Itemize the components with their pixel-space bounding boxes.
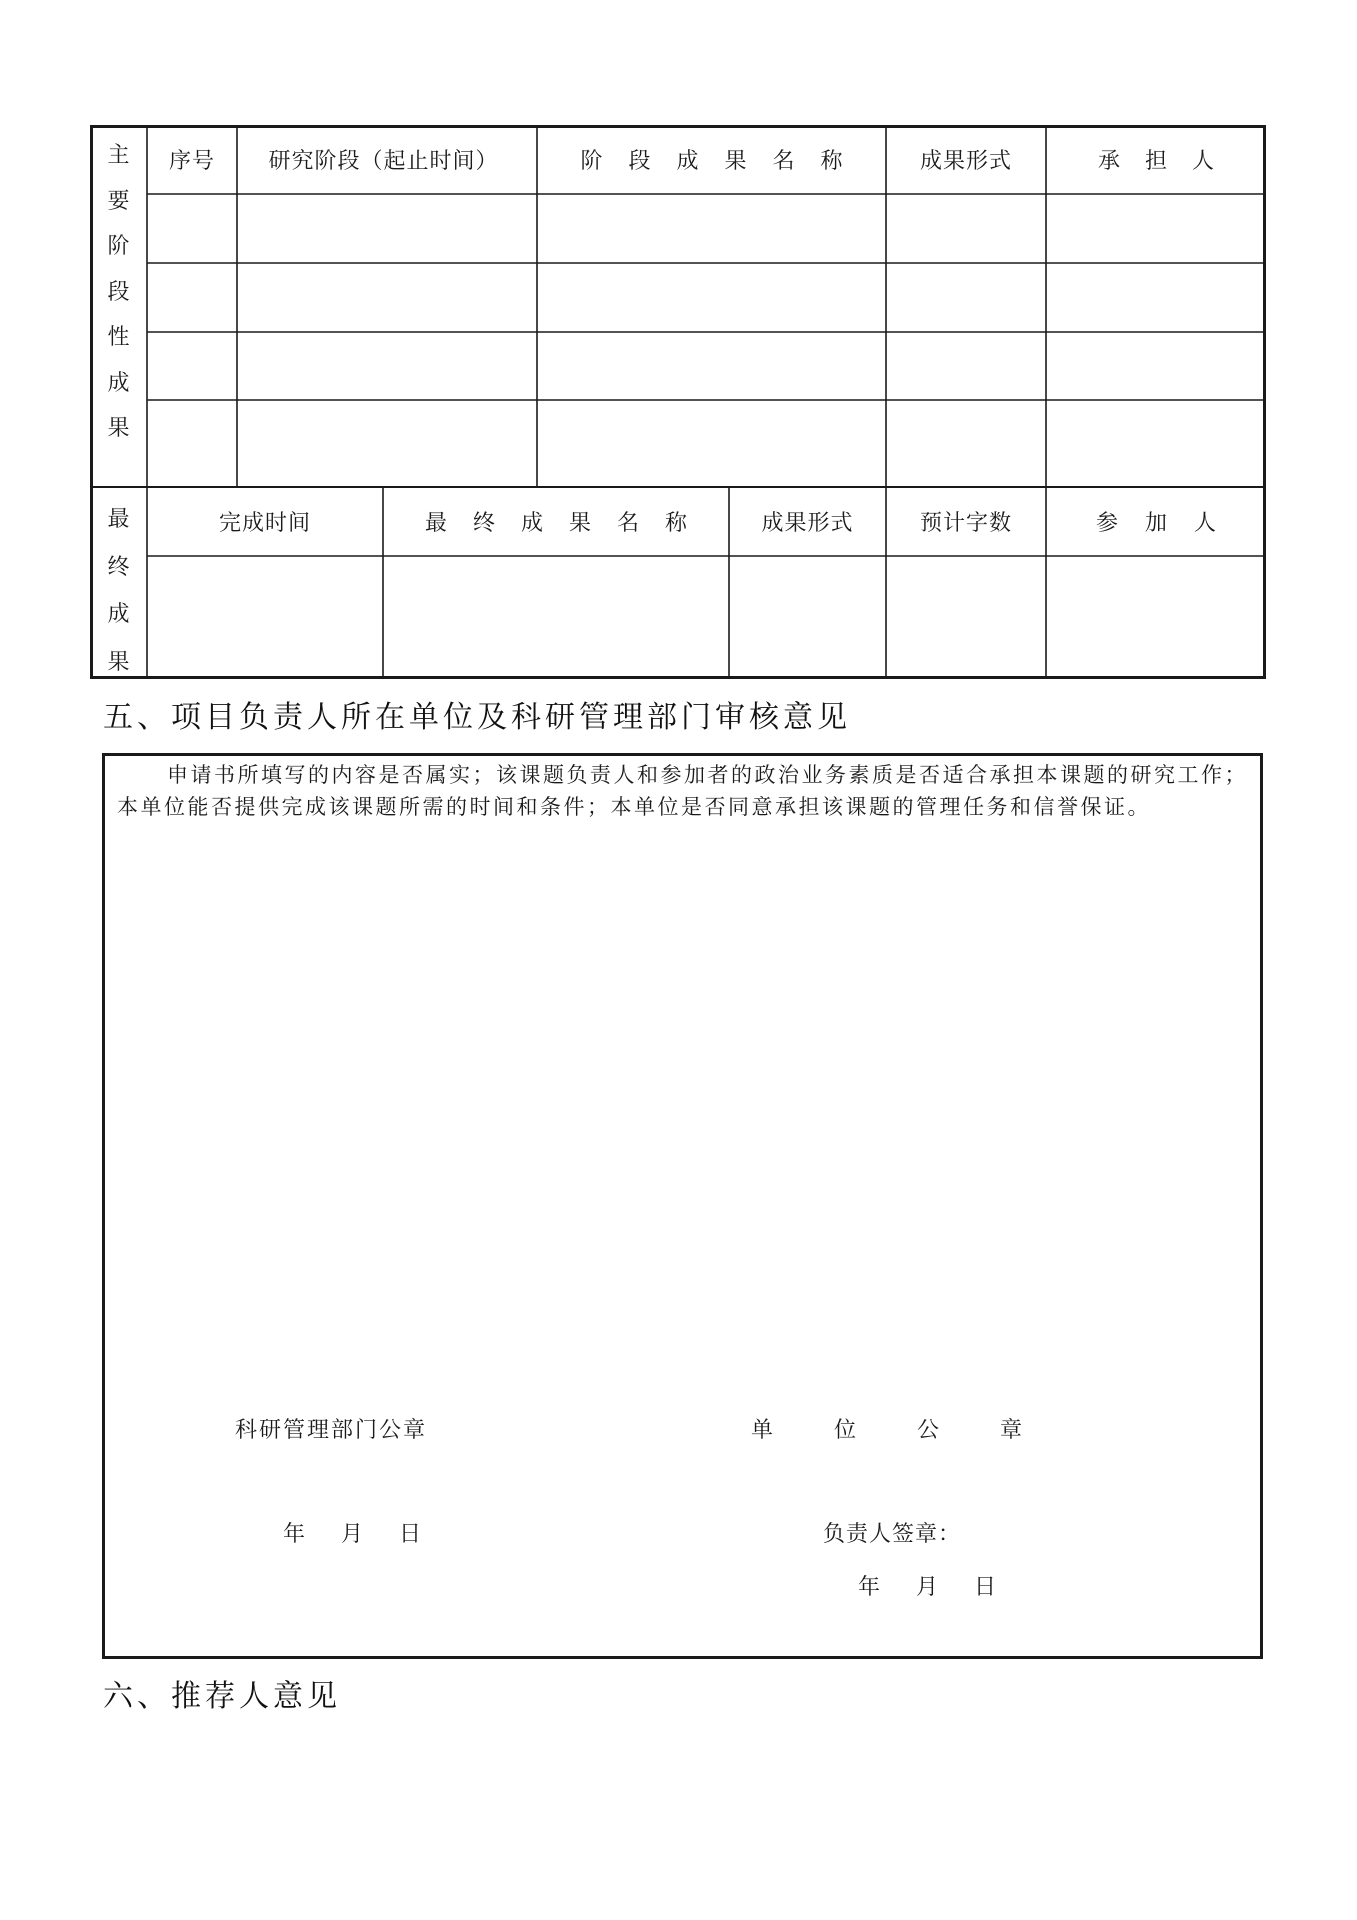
final-row-form-cell[interactable] <box>729 556 886 679</box>
side-label-char: 最 <box>107 507 130 532</box>
stage-row-3-name-cell[interactable] <box>537 332 886 400</box>
stage-row-1-form-cell[interactable] <box>886 194 1046 263</box>
stage-row-4-serial-cell[interactable] <box>147 400 237 487</box>
stage-row-4-name-cell[interactable] <box>537 400 886 487</box>
stage-row-1-period-cell[interactable] <box>237 194 537 263</box>
side-label-char: 终 <box>107 554 130 580</box>
unit-seal-label: 单位公章 <box>751 1418 1084 1443</box>
stage-row-1-serial-cell[interactable] <box>147 194 237 263</box>
stage-row-3-form-cell[interactable] <box>886 332 1046 400</box>
header-serial-number <box>147 125 237 194</box>
final-results-side-label <box>90 496 147 687</box>
side-label-char: 段 <box>107 279 130 305</box>
final-row-word-count-cell[interactable] <box>886 556 1046 679</box>
side-label-char: 主 <box>107 143 130 168</box>
stage-row-4-person-cell[interactable] <box>1046 400 1266 487</box>
header-stage-result-name <box>537 125 886 194</box>
stage-row-1-person-cell[interactable] <box>1046 194 1266 263</box>
final-row-time-cell[interactable] <box>147 556 383 679</box>
final-row-participants-cell[interactable] <box>1046 556 1266 679</box>
research-dept-date-label: 年月日 <box>283 1522 458 1547</box>
header-research-stage <box>237 125 530 194</box>
side-label-char: 果 <box>107 416 130 441</box>
final-row-name-cell[interactable] <box>383 556 729 679</box>
stage-row-2-person-cell[interactable] <box>1046 263 1266 332</box>
stage-row-2-form-cell[interactable] <box>886 263 1046 332</box>
header-estimated-word-count <box>886 487 1046 556</box>
side-label-char: 要 <box>107 188 130 214</box>
header-label: 成果形式 <box>761 511 854 536</box>
side-label-char: 成 <box>107 370 130 396</box>
research-dept-seal-label: 科研管理部门公章 <box>235 1418 428 1443</box>
header-label: 完成时间 <box>218 511 311 536</box>
header-label: 序号 <box>168 149 215 174</box>
header-label: 承担人 <box>1097 149 1239 174</box>
stage-row-3-person-cell[interactable] <box>1046 332 1266 400</box>
leader-signature-label: 负责人签章： <box>823 1522 962 1547</box>
header-label: 预计字数 <box>919 511 1012 536</box>
stage-results-side-label <box>90 133 147 452</box>
section5-title: 五、项目负责人所在单位及科研管理部门审核意见 <box>103 700 851 735</box>
review-opinion-area[interactable] <box>110 840 1255 1400</box>
header-responsible-person <box>1046 125 1266 194</box>
header-result-form <box>886 125 1046 194</box>
stage-row-2-period-cell[interactable] <box>237 263 537 332</box>
header-label: 参加人 <box>1095 511 1243 536</box>
stage-row-3-period-cell[interactable] <box>237 332 537 400</box>
side-label-char: 果 <box>107 650 130 676</box>
instruction-line-1: 申请书所填写的内容是否属实；该课题负责人和参加者的政治业务素质是否适合承担本课题的研究工作； <box>167 763 1248 787</box>
side-label-char: 性 <box>107 325 130 350</box>
stage-row-3-serial-cell[interactable] <box>147 332 237 400</box>
instruction-line-2: 本单位能否提供完成该课题所需的时间和条件；本单位是否同意承担该课题的管理任务和信誉保证。 <box>117 795 1151 819</box>
stage-row-4-form-cell[interactable] <box>886 400 1046 487</box>
stage-row-1-name-cell[interactable] <box>537 194 886 263</box>
header-completion-time <box>147 487 383 556</box>
header-final-result-name <box>383 487 729 556</box>
header-label: 阶段成果名称 <box>580 149 869 174</box>
side-label-char: 成 <box>107 602 130 628</box>
header-label: 成果形式 <box>919 149 1012 174</box>
unit-date-label: 年月日 <box>858 1575 1033 1600</box>
side-label-char: 阶 <box>107 234 130 259</box>
header-label: 最终成果名称 <box>424 511 713 536</box>
header-participants <box>1046 487 1266 556</box>
stage-row-4-period-cell[interactable] <box>237 400 537 487</box>
header-label: 研究阶段（起止时间） <box>268 149 499 174</box>
stage-row-2-serial-cell[interactable] <box>147 263 237 332</box>
section6-title: 六、推荐人意见 <box>103 1679 341 1714</box>
header-final-result-form <box>729 487 886 556</box>
stage-row-2-name-cell[interactable] <box>537 263 886 332</box>
